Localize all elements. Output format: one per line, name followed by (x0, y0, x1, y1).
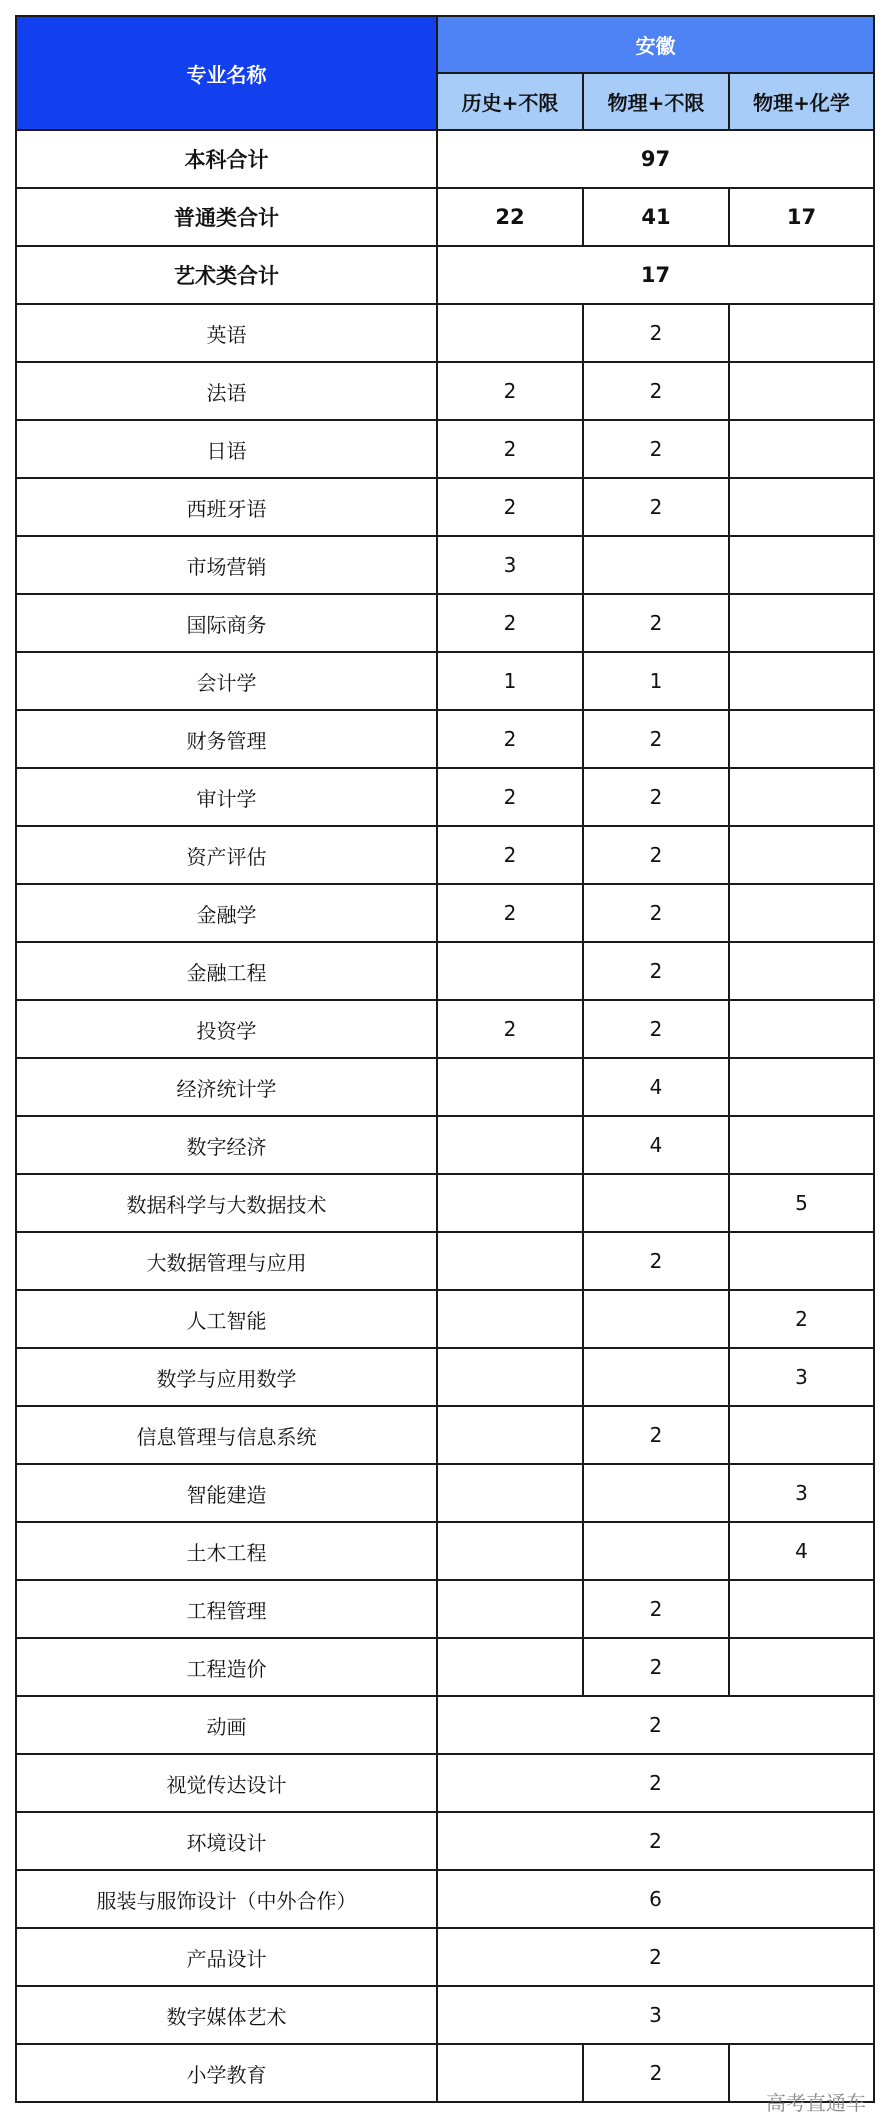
summary-value: 41 (583, 188, 729, 246)
major-name-cell: 财务管理 (16, 710, 437, 768)
quota-cell-physics: 2 (583, 1638, 729, 1696)
major-name-cell: 产品设计 (16, 1928, 437, 1986)
major-name-cell: 动画 (16, 1696, 437, 1754)
major-name-cell: 数字媒体艺术 (16, 1986, 437, 2044)
quota-cell-history (437, 1232, 583, 1290)
quota-cell-physics-chemistry: 5 (729, 1174, 874, 1232)
quota-cell-history (437, 1638, 583, 1696)
table-row (16, 304, 874, 362)
major-name-cell: 英语 (16, 304, 437, 362)
quota-cell-physics-chemistry (729, 826, 874, 884)
quota-cell-physics-chemistry: 2 (729, 1290, 874, 1348)
major-name-header: 专业名称 (16, 16, 437, 130)
table-row (16, 1464, 874, 1522)
table-row (16, 1174, 874, 1232)
quota-cell-physics-chemistry (729, 362, 874, 420)
table-row (16, 1348, 874, 1406)
quota-cell-physics: 4 (583, 1116, 729, 1174)
quota-cell-merged: 2 (437, 1928, 874, 1986)
table-row (16, 942, 874, 1000)
major-name-cell: 法语 (16, 362, 437, 420)
table-row (16, 1406, 874, 1464)
summary-label: 普通类合计 (16, 188, 437, 246)
table-row (16, 1290, 874, 1348)
table-row (16, 2044, 874, 2102)
quota-cell-merged: 6 (437, 1870, 874, 1928)
watermark: 高考直通车 (766, 2091, 866, 2115)
quota-cell-physics (583, 1174, 729, 1232)
table-row (16, 536, 874, 594)
major-name-cell: 市场营销 (16, 536, 437, 594)
quota-cell-history (437, 942, 583, 1000)
quota-cell-physics (583, 1464, 729, 1522)
summary-label: 本科合计 (16, 130, 437, 188)
quota-cell-physics (583, 536, 729, 594)
summary-value: 97 (437, 130, 874, 188)
quota-cell-physics-chemistry (729, 594, 874, 652)
summary-row (16, 246, 874, 304)
major-name-cell: 环境设计 (16, 1812, 437, 1870)
quota-cell-physics-chemistry (729, 420, 874, 478)
major-name-cell: 日语 (16, 420, 437, 478)
major-name-cell: 西班牙语 (16, 478, 437, 536)
table-row (16, 826, 874, 884)
quota-cell-history (437, 1058, 583, 1116)
table-row (16, 1986, 874, 2044)
quota-cell-physics: 2 (583, 1232, 729, 1290)
major-name-cell: 数学与应用数学 (16, 1348, 437, 1406)
quota-cell-physics: 2 (583, 2044, 729, 2102)
quota-cell-physics (583, 1522, 729, 1580)
major-name-cell: 土木工程 (16, 1522, 437, 1580)
quota-cell-physics-chemistry (729, 1638, 874, 1696)
quota-cell-history: 2 (437, 826, 583, 884)
quota-cell-physics: 2 (583, 942, 729, 1000)
major-name-cell: 视觉传达设计 (16, 1754, 437, 1812)
major-name-cell: 金融学 (16, 884, 437, 942)
quota-cell-physics (583, 1348, 729, 1406)
quota-cell-physics: 2 (583, 826, 729, 884)
major-name-cell: 投资学 (16, 1000, 437, 1058)
quota-cell-merged: 2 (437, 1812, 874, 1870)
major-name-cell: 审计学 (16, 768, 437, 826)
quota-cell-history (437, 1174, 583, 1232)
table-row (16, 1000, 874, 1058)
quota-cell-physics: 2 (583, 362, 729, 420)
quota-cell-physics: 2 (583, 1580, 729, 1638)
major-name-cell: 国际商务 (16, 594, 437, 652)
major-name-cell: 工程管理 (16, 1580, 437, 1638)
table-header (16, 16, 874, 130)
quota-cell-physics: 2 (583, 304, 729, 362)
quota-cell-history (437, 1406, 583, 1464)
quota-cell-merged: 2 (437, 1754, 874, 1812)
quota-cell-physics-chemistry (729, 304, 874, 362)
quota-cell-physics: 4 (583, 1058, 729, 1116)
quota-cell-physics-chemistry (729, 1116, 874, 1174)
major-name-cell: 大数据管理与应用 (16, 1232, 437, 1290)
quota-cell-physics: 2 (583, 710, 729, 768)
quota-cell-history (437, 1290, 583, 1348)
summary-row (16, 130, 874, 188)
quota-cell-physics: 1 (583, 652, 729, 710)
summary-row (16, 188, 874, 246)
summary-value: 22 (437, 188, 583, 246)
enrollment-plan-table (15, 15, 875, 2103)
table-row (16, 420, 874, 478)
subject-header-physics: 物理+不限 (583, 73, 729, 130)
major-name-cell: 数字经济 (16, 1116, 437, 1174)
quota-cell-physics: 2 (583, 420, 729, 478)
province-header: 安徽 (437, 16, 874, 73)
summary-value: 17 (729, 188, 874, 246)
quota-cell-physics-chemistry: 3 (729, 1464, 874, 1522)
table-row (16, 478, 874, 536)
table-row (16, 710, 874, 768)
quota-cell-history: 1 (437, 652, 583, 710)
quota-cell-history (437, 1522, 583, 1580)
quota-cell-physics: 2 (583, 768, 729, 826)
table-row (16, 362, 874, 420)
major-name-cell: 数据科学与大数据技术 (16, 1174, 437, 1232)
table-row (16, 1696, 874, 1754)
quota-cell-history: 2 (437, 884, 583, 942)
quota-cell-physics-chemistry (729, 942, 874, 1000)
quota-cell-physics-chemistry (729, 1232, 874, 1290)
quota-cell-history (437, 1580, 583, 1638)
quota-cell-history: 3 (437, 536, 583, 594)
quota-cell-history: 2 (437, 362, 583, 420)
major-name-cell: 工程造价 (16, 1638, 437, 1696)
table-row (16, 1580, 874, 1638)
quota-cell-history (437, 304, 583, 362)
quota-cell-physics: 2 (583, 1406, 729, 1464)
major-name-cell: 信息管理与信息系统 (16, 1406, 437, 1464)
major-name-cell: 小学教育 (16, 2044, 437, 2102)
quota-cell-physics-chemistry (729, 536, 874, 594)
quota-cell-physics (583, 1290, 729, 1348)
table-row (16, 1116, 874, 1174)
quota-cell-physics-chemistry: 4 (729, 1522, 874, 1580)
quota-cell-history (437, 1464, 583, 1522)
major-name-cell: 经济统计学 (16, 1058, 437, 1116)
table-row (16, 594, 874, 652)
table-row (16, 1058, 874, 1116)
summary-label: 艺术类合计 (16, 246, 437, 304)
table-row (16, 768, 874, 826)
table-row (16, 1232, 874, 1290)
table-row (16, 884, 874, 942)
major-name-cell: 资产评估 (16, 826, 437, 884)
quota-cell-history: 2 (437, 710, 583, 768)
quota-cell-physics-chemistry (729, 884, 874, 942)
summary-value: 17 (437, 246, 874, 304)
quota-cell-history (437, 1116, 583, 1174)
quota-cell-physics-chemistry (729, 1580, 874, 1638)
major-name-cell: 服装与服饰设计（中外合作） (16, 1870, 437, 1928)
quota-cell-history (437, 1348, 583, 1406)
table-row (16, 652, 874, 710)
quota-cell-physics: 2 (583, 884, 729, 942)
quota-cell-physics: 2 (583, 594, 729, 652)
quota-cell-physics: 2 (583, 478, 729, 536)
major-name-cell: 金融工程 (16, 942, 437, 1000)
table-row (16, 1638, 874, 1696)
major-name-cell: 会计学 (16, 652, 437, 710)
quota-cell-physics-chemistry: 3 (729, 1348, 874, 1406)
major-name-cell: 人工智能 (16, 1290, 437, 1348)
subject-header-history: 历史+不限 (437, 73, 583, 130)
quota-cell-history: 2 (437, 420, 583, 478)
table-body (16, 130, 874, 2102)
table-row (16, 1522, 874, 1580)
quota-cell-physics-chemistry (729, 768, 874, 826)
quota-cell-physics-chemistry (729, 478, 874, 536)
subject-header-physics-chemistry: 物理+化学 (729, 73, 874, 130)
quota-cell-history: 2 (437, 594, 583, 652)
quota-cell-merged: 3 (437, 1986, 874, 2044)
major-name-cell: 智能建造 (16, 1464, 437, 1522)
quota-cell-history (437, 2044, 583, 2102)
quota-cell-merged: 2 (437, 1696, 874, 1754)
quota-cell-physics-chemistry (729, 1406, 874, 1464)
table-row (16, 1812, 874, 1870)
table-row (16, 1754, 874, 1812)
quota-cell-history: 2 (437, 1000, 583, 1058)
quota-cell-history: 2 (437, 768, 583, 826)
quota-cell-history: 2 (437, 478, 583, 536)
quota-cell-physics-chemistry (729, 1000, 874, 1058)
quota-cell-physics-chemistry (729, 710, 874, 768)
quota-cell-physics-chemistry (729, 1058, 874, 1116)
table-row (16, 1928, 874, 1986)
quota-cell-physics-chemistry (729, 652, 874, 710)
table-row (16, 1870, 874, 1928)
quota-cell-physics: 2 (583, 1000, 729, 1058)
